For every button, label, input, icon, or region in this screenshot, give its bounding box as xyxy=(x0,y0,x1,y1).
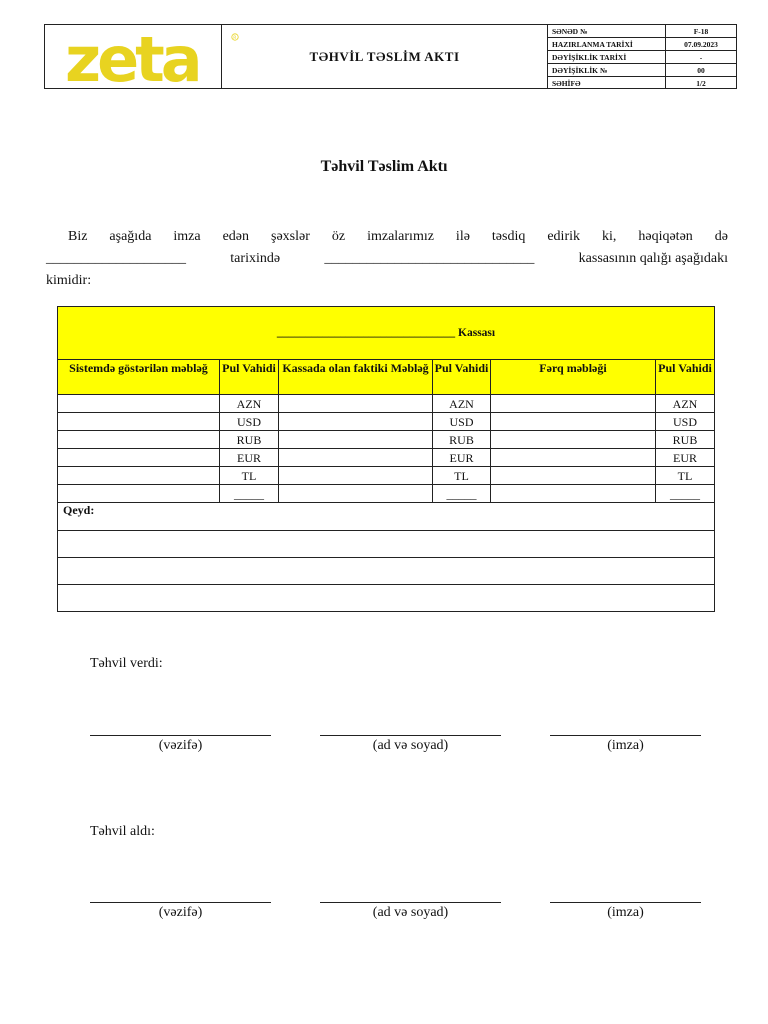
intro-line-2 xyxy=(46,248,728,270)
table-row xyxy=(58,449,715,467)
signature-block-sign xyxy=(550,902,701,921)
document-header xyxy=(44,24,737,89)
cashbox-word: kassasının qalığı aşağıdakı xyxy=(578,251,728,266)
currency-cell: AZN xyxy=(656,395,715,413)
currency-cell: EUR xyxy=(220,449,279,467)
column-header: Kassada olan faktiki Məbləğ xyxy=(279,360,433,395)
header-title: TƏHVİL TƏSLİM AKTI xyxy=(222,25,548,88)
meta-value: 00 xyxy=(666,64,737,77)
currency-cell: AZN xyxy=(220,395,279,413)
currency-cell: _____ xyxy=(433,485,491,503)
note-line xyxy=(58,531,715,558)
currency-cell: RUB xyxy=(433,431,491,449)
signature-block-name xyxy=(320,902,501,921)
name-caption: (ad və soyad) xyxy=(372,905,449,920)
signature-line xyxy=(320,735,501,736)
amount-cell xyxy=(491,431,656,449)
signature-line xyxy=(90,902,271,903)
signature-line xyxy=(550,902,701,903)
signature-block-position xyxy=(90,735,271,754)
table-row xyxy=(58,485,715,503)
company-logo xyxy=(45,25,237,88)
amount-cell xyxy=(58,449,220,467)
column-header: Pul Vahidi xyxy=(433,360,491,395)
cash-balance-table xyxy=(57,306,715,612)
note-label: Qeyd: xyxy=(58,503,715,531)
name-caption: (ad və soyad) xyxy=(372,738,449,753)
currency-cell: _____ xyxy=(220,485,279,503)
amount-cell xyxy=(279,413,433,431)
currency-cell: USD xyxy=(433,413,491,431)
currency-cell: AZN xyxy=(433,395,491,413)
svg-text:R: R xyxy=(233,36,237,41)
currency-cell: RUB xyxy=(220,431,279,449)
currency-cell: USD xyxy=(220,413,279,431)
currency-cell: RUB xyxy=(656,431,715,449)
document-meta-table xyxy=(548,25,736,89)
amount-cell xyxy=(58,467,220,485)
position-caption: (vəzifə) xyxy=(158,905,203,920)
currency-cell: TL xyxy=(220,467,279,485)
column-header: Sistemdə göstərilən məbləğ xyxy=(58,360,220,395)
note-line xyxy=(58,558,715,585)
meta-value: 07.09.2023 xyxy=(666,38,737,51)
meta-value: F-18 xyxy=(666,25,737,38)
svg-text:zeta: zeta xyxy=(65,31,199,87)
column-header: Pul Vahidi xyxy=(656,360,715,395)
meta-value: 1/2 xyxy=(666,77,737,90)
intro-line-3: kimidir: xyxy=(46,273,92,288)
amount-cell xyxy=(58,431,220,449)
note-line xyxy=(58,585,715,612)
table-row xyxy=(58,413,715,431)
date-blank: ____________________ xyxy=(46,251,186,266)
signature-line xyxy=(90,735,271,736)
signature-block-name xyxy=(320,735,501,754)
amount-cell xyxy=(58,395,220,413)
document-title: Təhvil Təslim Aktı xyxy=(320,158,448,175)
signature-block-sign xyxy=(550,735,701,754)
amount-cell xyxy=(279,395,433,413)
amount-cell xyxy=(58,485,220,503)
amount-cell xyxy=(491,467,656,485)
amount-cell xyxy=(491,413,656,431)
signature-block-position xyxy=(90,902,271,921)
amount-cell xyxy=(279,467,433,485)
table-row xyxy=(58,467,715,485)
meta-label: SƏHİFƏ xyxy=(552,78,581,88)
position-caption: (vəzifə) xyxy=(158,738,203,753)
table-row xyxy=(58,395,715,413)
signature-line xyxy=(550,735,701,736)
table-row xyxy=(58,431,715,449)
currency-cell: USD xyxy=(656,413,715,431)
meta-label: SƏNƏD № xyxy=(548,25,666,38)
intro-paragraph xyxy=(46,226,728,292)
meta-label: DƏYİŞİKLİK № xyxy=(548,64,666,77)
zeta-logo-icon xyxy=(63,31,247,87)
currency-cell: TL xyxy=(656,467,715,485)
meta-label: HAZIRLANMA TARİXİ xyxy=(548,38,666,51)
date-word: tarixində xyxy=(230,251,281,266)
amount-cell xyxy=(491,485,656,503)
meta-value: - xyxy=(666,51,737,64)
currency-cell: EUR xyxy=(656,449,715,467)
currency-cell: TL xyxy=(433,467,491,485)
amount-cell xyxy=(491,449,656,467)
intro-line-1: Biz aşağıda imza edən şəxslər öz imzalarımız ilə təsdiq edirik ki, həqiqətən də xyxy=(68,229,728,244)
amount-cell xyxy=(491,395,656,413)
signature-line xyxy=(320,902,501,903)
cashbox-blank: ______________________________ xyxy=(324,251,535,266)
kassa-label: _______________________________ Kassası xyxy=(58,307,715,360)
amount-cell xyxy=(279,449,433,467)
column-header: Pul Vahidi xyxy=(220,360,279,395)
meta-label: DƏYİŞİKLİK TARİXİ xyxy=(548,51,666,64)
handover-gave-label: Təhvil verdi: xyxy=(90,656,163,671)
amount-cell xyxy=(58,413,220,431)
currency-cell: EUR xyxy=(433,449,491,467)
currency-cell: _____ xyxy=(656,485,715,503)
signature-caption: (imza) xyxy=(607,905,644,920)
amount-cell xyxy=(279,431,433,449)
signature-caption: (imza) xyxy=(607,738,644,753)
amount-cell xyxy=(279,485,433,503)
handover-received-label: Təhvil aldı: xyxy=(90,824,155,839)
column-header: Fərq məbləği xyxy=(491,360,656,395)
